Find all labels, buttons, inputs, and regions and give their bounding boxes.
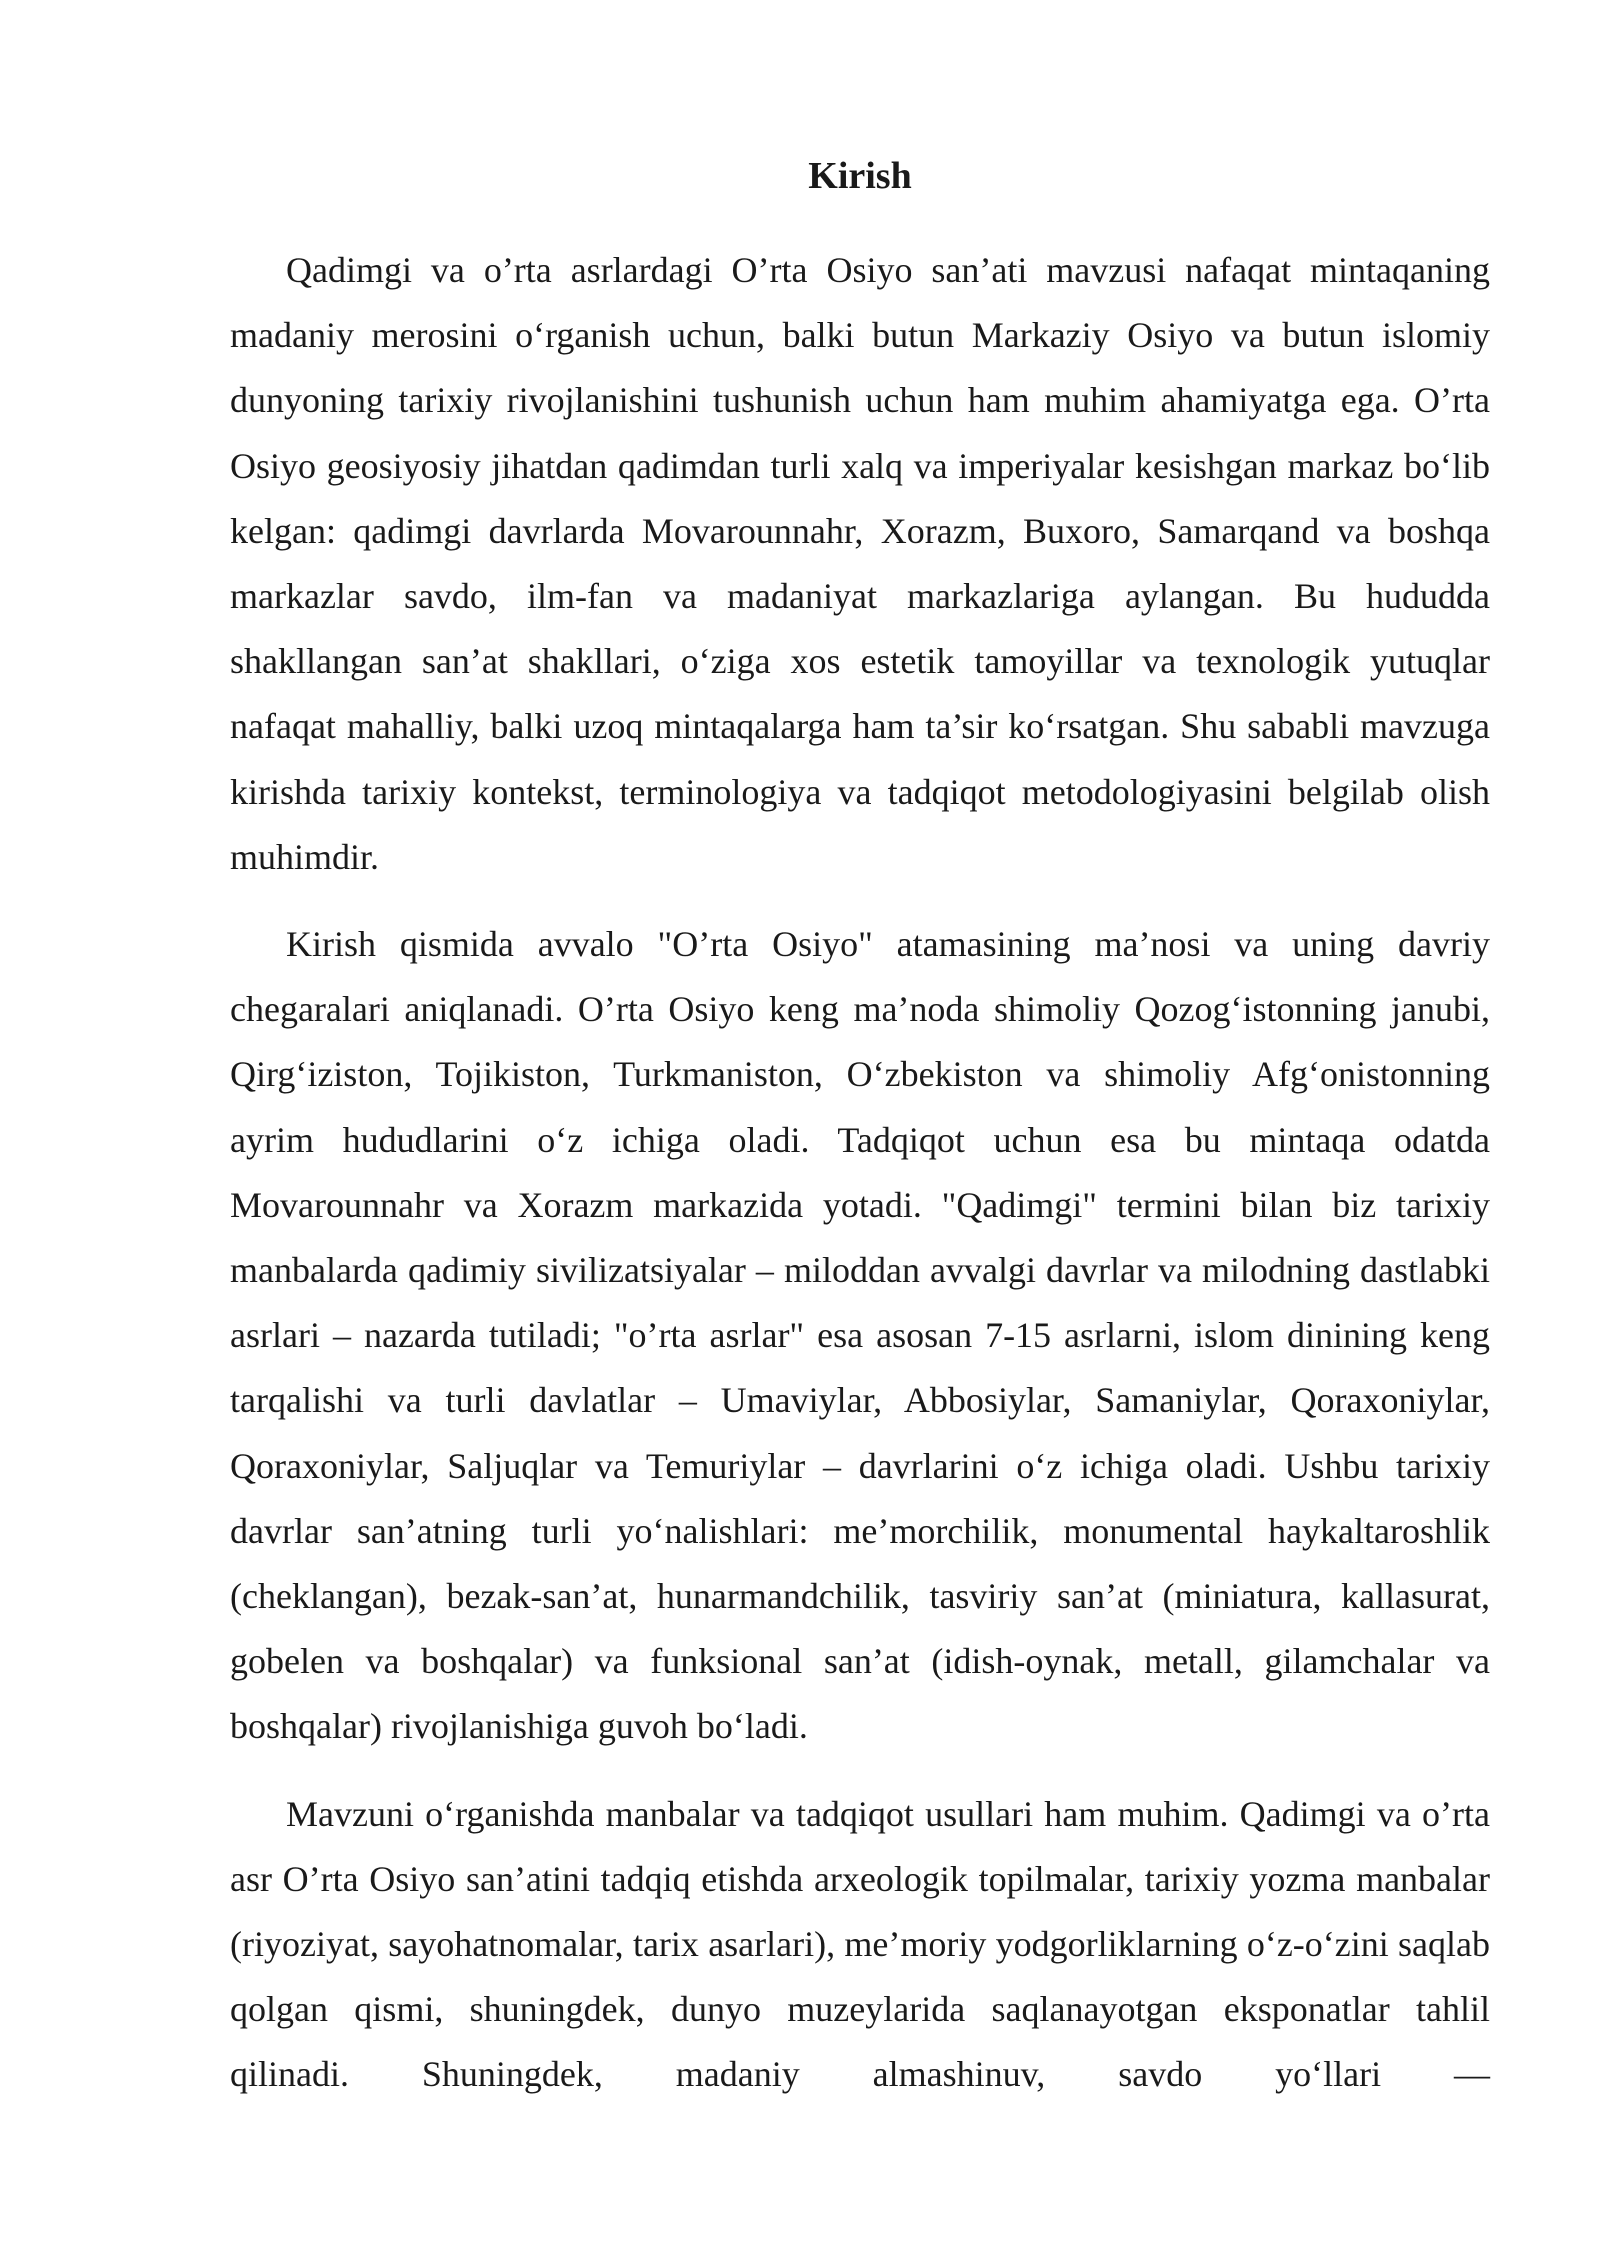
paragraph-intro: Qadimgi va o’rta asrlardagi O’rta Osiyo san’ati mavzusi nafaqat mintaqaning madaniy merosini o‘rganish uchun, balki butun Markaziy Osiyo va butun islomiy dunyoning tarixiy rivojlanishini tushunish uchun ham muhim ahamiyatga ega. O’rta Osiyo geosiyosiy jihatdan qadimdan turli xalq va imperiyalar kesishgan markaz bo‘lib kelgan: qadimgi davrlarda Movarounnahr, Xorazm, Buxoro, Samarqand va boshqa markazlar savdo, ilm-fan va madaniyat markazlariga aylangan. Bu hududda shakllangan san’at shakllari, o‘ziga xos estetik tamoyillar va texnologik yutuqlar nafaqat mahalliy, balki uzoq mintaqalarga ham ta’sir ko‘rsatgan. Shu sababli mavzuga kirishda tarixiy kontekst, terminologiya va tadqiqot metodologiyasini belgilab olish muhimdir. bbox=[230, 250, 1490, 877]
section-title: Kirish bbox=[808, 155, 912, 197]
paragraph-methods: Mavzuni o‘rganishda manbalar va tadqiqot usullari ham muhim. Qadimgi va o’rta asr O’rta Osiyo san’atini tadqiq etishda arxeologik topilmalar, tarixiy yozma manbalar (riyoziyat, sayohatnomalar, tarix asarlari), me’moriy yodgorliklarning o‘z-o‘zini saqlab qolgan qismi, shuningdek, dunyo muzeylarida saqlanayotgan eksponatlar tahlil qilinadi. Shuningdek, madaniy almashinuv, savdo yo‘llari — bbox=[230, 1793, 1490, 2095]
paragraph-definitions: Kirish qismida avvalo "O’rta Osiyo" atamasining ma’nosi va uning davriy chegaralari aniqlanadi. O’rta Osiyo keng ma’noda shimoliy Qozog‘istonning janubi, Qirg‘iziston, Tojikiston, Turkmaniston, O‘zbekiston va shimoliy Afg‘onistonning ayrim hududlarini o‘z ichiga oladi. Tadqiqot uchun esa bu mintaqa odatda Movarounnahr va Xorazm markazida yotadi. "Qadimgi" termini bilan biz tarixiy manbalarda qadimiy sivilizatsiyalar – miloddan avvalgi davrlar va milodning dastlabki asrlari – nazarda tutiladi; "o’rta asrlar" esa asosan 7-15 asrlarni, islom dinining keng tarqalishi va turli davlatlar – Umaviylar, Abbosiylar, Samaniylar, Qoraxoniylar, Qoraxoniylar, Saljuqlar va Temuriylar – davrlarini o‘z ichiga oladi. Ushbu tarixiy davrlar san’atning turli yo‘nalishlari: me’morchilik, monumental haykaltaroshlik (cheklangan), bezak-san’at, hunarmandchilik, tasviriy san’at (miniatura, kallasurat, gobelen va boshqalar) va funksional san’at (idish-oynak, metall, gilamchalar va boshqalar) rivojlanishiga guvoh bo‘ladi. bbox=[230, 924, 1490, 1747]
body-text bbox=[230, 238, 1490, 2108]
